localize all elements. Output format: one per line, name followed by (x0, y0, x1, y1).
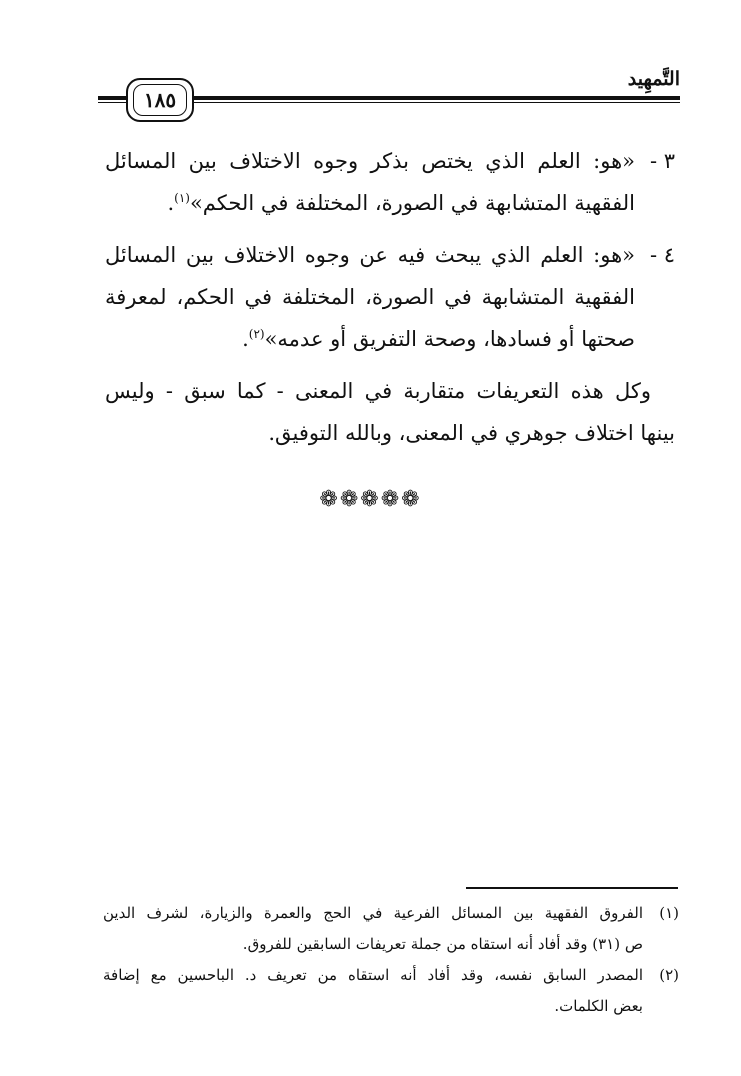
main-text (105, 140, 675, 454)
footnote-number: (١) (659, 904, 679, 922)
footnote-line: ص (٣١) وقد أفاد أنه استقاه من جملة تعريفات السابقين للفروق. (242, 935, 643, 953)
header-rule-left-thin (98, 102, 128, 103)
item-line-last (105, 182, 635, 224)
page-number: ١٨٥ (133, 84, 187, 116)
item-trailing: . (167, 191, 175, 215)
footnote-2 (103, 960, 679, 1022)
paragraph-line: بينها اختلاف جوهري في المعنى، وبالله التوفيق. (268, 421, 675, 445)
item-line-text: الفقهية المتشابهة في الصورة، المختلفة في الحكم» (189, 191, 635, 215)
footnotes (103, 898, 679, 1022)
footnote-ref[interactable]: (٢) (248, 327, 265, 341)
closing-paragraph (105, 370, 675, 454)
page-header (98, 60, 680, 130)
item-line: «هو: العلم الذي يبحث فيه عن وجوه الاختلاف بين المسائل (105, 243, 635, 267)
footnote-ref[interactable]: (١) (174, 191, 190, 205)
footnote-line: المصدر السابق نفسه، وقد أفاد أنه استقاه من تعريف د. الباحسين مع إضافة (103, 966, 643, 984)
item-line: «هو: العلم الذي يختص بذكر وجوه الاختلاف بين المسائل (105, 149, 635, 173)
section-ornament: ❁❁❁❁❁ (319, 487, 422, 512)
item-line-text: صحتها أو فسادها، وصحة التفريق أو عدمه» (264, 327, 635, 351)
item-line-last (105, 318, 635, 360)
footnote-line: الفروق الفقهية بين المسائل الفرعية في الحج والعمرة والزيارة، لشرف الدين (103, 904, 643, 922)
item-number: ٤ - (649, 243, 675, 267)
header-rule-thick (188, 96, 680, 100)
paragraph-line: وكل هذه التعريفات متقاربة في المعنى - كما سبق - وليس (105, 379, 651, 403)
item-number: ٣ - (649, 149, 675, 173)
footnote-1 (103, 898, 679, 960)
page-number-badge (126, 78, 194, 122)
item-line: الفقهية المتشابهة في الصورة، المختلفة في الحكم، لمعرفة (105, 285, 635, 309)
footnote-number: (٢) (659, 966, 679, 984)
footnote-line: بعض الكلمات. (554, 997, 643, 1015)
definition-item-3 (105, 140, 675, 224)
header-rule-left-thick (98, 96, 128, 100)
definition-item-4 (105, 234, 675, 360)
header-rule-thin (188, 102, 680, 103)
item-trailing: . (242, 327, 249, 351)
chapter-title: التَّمهِيد (627, 68, 680, 90)
footnote-separator (466, 887, 678, 889)
